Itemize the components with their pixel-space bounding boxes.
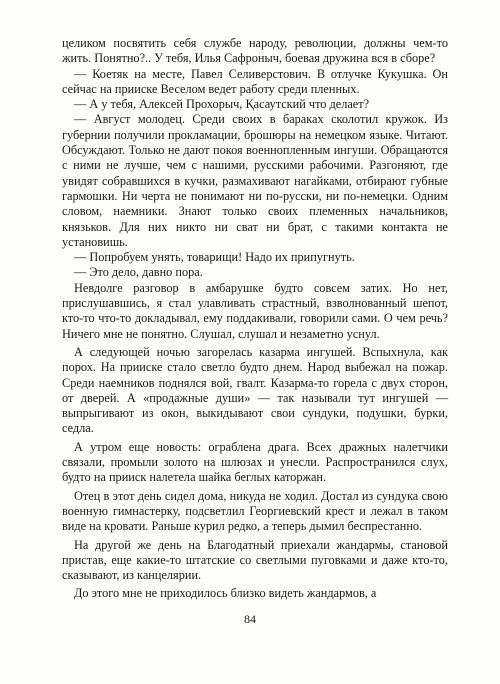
paragraph-1: целиком посвятить себя службе народу, революции, должны чем-то жить. Понятно?.. У тебя, Илья Сафроныч, боевая дружина вся в сборе? (62, 36, 448, 66)
body-text (62, 36, 448, 602)
paragraph-5: — Попробуем унять, товарищи! Надо их припугнуть. (74, 250, 355, 265)
paragraph-9: А утром еще новость: ограблена драга. Всех дражных налетчики связали, промыли золото на шлюзах и унесли. Распространился слух, будто на прииск налетела шайка беглых каторжан. (62, 439, 448, 485)
paragraph-10: Отец в этот день сидел дома, никуда не ходил. Достал из сундука свою военную гимнастерку, подсветлил Георгиевский крест и лежал в таком виде на кровати. Раньше курил редко, а теперь дымил беспрестанно. (62, 488, 448, 534)
paragraph-11: На другой же день на Благодатный приехали жандармы, становой пристав, еще какие-то штатские со светлыми пуговками и даже кто-то, сказывают, из канцелярии. (62, 537, 448, 583)
paragraph-2: — Коетяк на месте, Павел Селиверстович. В отлучке Кукушка. Он сейчас на прииске Веселом ведет работу среди пленных. (62, 66, 448, 96)
paragraph-3: — А у тебя, Алексей Прохорыч, Қасаутский что делает? (74, 97, 370, 112)
paragraph-12: До этого мне не приходилось близко видеть жандармов, а (74, 586, 377, 601)
paragraph-8: А следующей ночью загорелась казарма ингушей. Вспыхнула, как порох. На прииске стало светло будто днем. Народ выбежал на пожар. Среди наемников поднялся вой, гвалт. Казарма-то горела с двух сторон, от дверей. А «продажные души» — так называли тут ингушей — выпрыгивают из окон, выкидывают свои сундуки, подушки, бурки, седла. (62, 344, 448, 436)
page-number: 84 (244, 612, 256, 626)
paragraph-6: — Это дело, давно пора. (74, 265, 203, 280)
paragraph-4: — Август молодец. Среди своих в бараках сколотил кружок. Из губернии получили прокламации, брошюры на немецком языке. Читают. Обсуждают. Только не дают покоя военнопленным ингуши. Обращаются с ними не лучше, чем с нашими, русскими рабочими. Разгоняют, где увидят собравшихся в кучки, размахивают нагайками, отбирают губные гармошки. Ни черта не понимают ни по-русски, ни по-немецки. Одним словом, наемники. Знают только своих племенных начальников, князьков. Для них никто ни сват ни брат, с такими контакта не установишь. (62, 112, 448, 249)
paragraph-7: Невдолге разговор в амбарушке будто совсем затих. Но нет, прислушавшись, я стал улавливать страстный, взволнованный шепот, кто-то что-то докладывал, ему поддакивали, говорили сами. О чем речь? Ничего мне не понятно. Слушал, слушал и незаметно уснул. (62, 280, 448, 341)
